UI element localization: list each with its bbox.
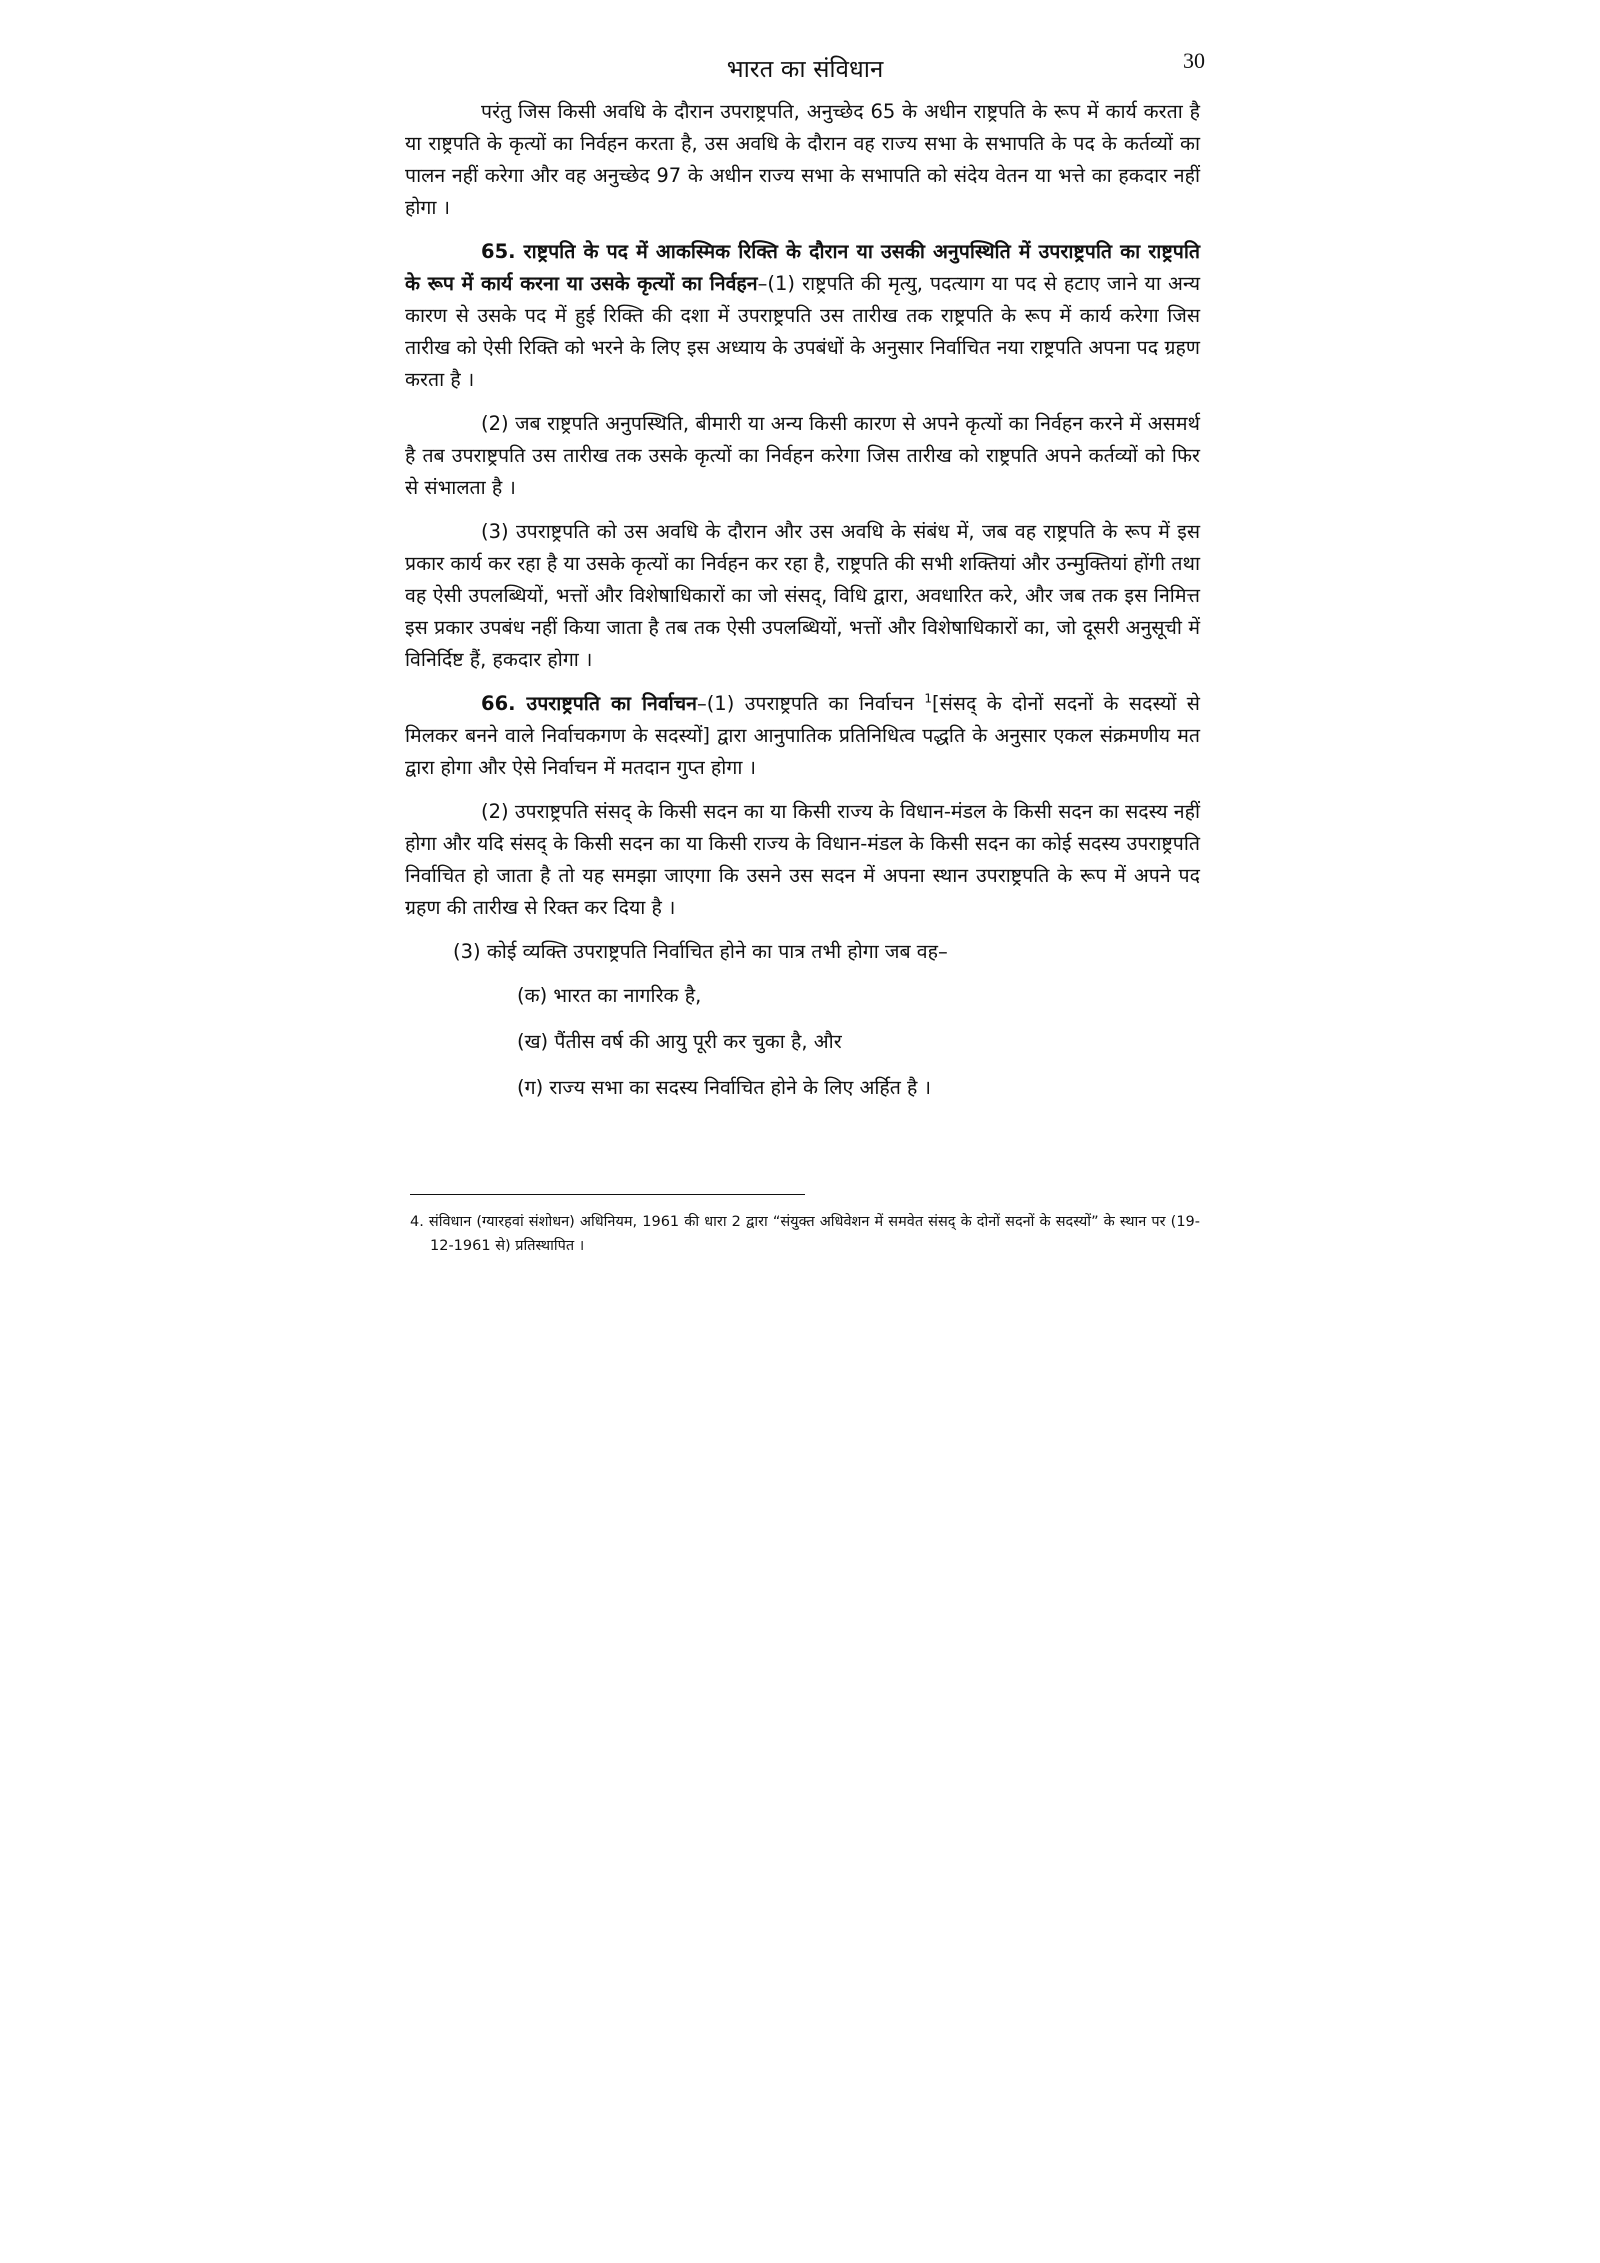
article-65-heading: 65. राष्ट्रपति के पद में आकस्मिक रिक्ति के दौरान या उसकी अनुपस्थिति में उपराष्ट्रपति का राष्ट्रपति के रूप में कार्य करना या उसके कृत्यों का निर्वहन	[405, 240, 1200, 295]
article-65-clause-3: (3) उपराष्ट्रपति को उस अवधि के दौरान और उस अवधि के संबंध में, जब वह राष्ट्रपति के रूप में इस प्रकार कार्य कर रहा है या उसके कृत्यों का निर्वहन कर रहा है, राष्ट्रपति की सभी शक्तियां और उन्मुक्तियां होंगी तथा वह ऐसी उपलब्धियों, भत्तों और विशेषाधिकारों का जो संसद्, विधि द्वारा, अवधारित करे, और जब तक इस निमित्त इस प्रकार उपबंध नहीं किया जाता है तब तक ऐसी उपलब्धियों, भत्तों और विशेषाधिकारों का, जो दूसरी अनुसूची में विनिर्दिष्ट हैं, हकदार होगा ।	[405, 520, 1200, 671]
footnotes	[410, 1210, 1200, 1258]
article-66-heading: 66. उपराष्ट्रपति का निर्वाचन	[481, 692, 697, 715]
article-65-clause-2: (2) जब राष्ट्रपति अनुपस्थिति, बीमारी या अन्य किसी कारण से अपने कृत्यों का निर्वहन करने में असमर्थ है तब उपराष्ट्रपति उस तारीख तक उसके कृत्यों का निर्वहन करेगा जिस तारीख को राष्ट्रपति अपने कर्तव्यों को फिर से संभालता है ।	[405, 412, 1200, 499]
footnote: 4. संविधान (ग्यारहवां संशोधन) अधिनियम, 1961 की धारा 2 द्वारा “संयुक्त अधिवेशन में समवेत संसद् के दोनों सदनों के सदस्यों” के स्थान पर (19-12-1961 से) प्रतिस्थापित ।	[410, 1214, 1200, 1254]
list-item: (ख) पैंतीस वर्ष की आयु पूरी कर चुका है, और	[517, 1030, 842, 1053]
page-number: 30	[1183, 48, 1205, 73]
list-item: (ग) राज्य सभा का सदस्य निर्वाचित होने के लिए अर्हित है ।	[517, 1076, 932, 1099]
article-66-clause-3: (3) कोई व्यक्ति उपराष्ट्रपति निर्वाचित होने का पात्र तभी होगा जब वह–	[453, 940, 948, 963]
footnote-marker: 1	[924, 691, 932, 706]
page-header	[405, 48, 1205, 88]
proviso-paragraph: परंतु जिस किसी अवधि के दौरान उपराष्ट्रपति, अनुच्छेद 65 के अधीन राष्ट्रपति के रूप में कार्य करता है या राष्ट्रपति के कृत्यों का निर्वहन करता है, उस अवधि के दौरान वह राज्य सभा के सभापति के पद के कर्तव्यों का पालन नहीं करेगा और वह अनुच्छेद 97 के अधीन राज्य सभा के सभापति को संदेय वेतन या भत्ते का हकदार नहीं होगा ।	[405, 100, 1200, 219]
running-title: भारत का संविधान	[726, 55, 884, 83]
body-text	[405, 96, 1200, 1118]
list-item: (क) भारत का नागरिक है,	[517, 984, 702, 1007]
footnote-divider	[410, 1194, 805, 1195]
article-66-clause-1: 66. उपराष्ट्रपति का निर्वाचन–(1) उपराष्ट्रपति का निर्वाचन $^1$[संसद् के दोनों सदनों के सदस्यों से मिलकर बनने वाले निर्वाचकगण के सदस्यों] द्वारा आनुपातिक प्रतिनिधित्व पद्धति के अनुसार एकल संक्रमणीय मत द्वारा होगा और ऐसे निर्वाचन में मतदान गुप्त होगा ।	[405, 691, 1200, 779]
article-65-clause-1: 65. राष्ट्रपति के पद में आकस्मिक रिक्ति के दौरान या उसकी अनुपस्थिति में उपराष्ट्रपति का राष्ट्रपति के रूप में कार्य करना या उसके कृत्यों का निर्वहन–(1) राष्ट्रपति की मृत्यु, पदत्याग या पद से हटाए जाने या अन्य कारण से उसके पद में हुई रिक्ति की दशा में उपराष्ट्रपति उस तारीख तक राष्ट्रपति के रूप में कार्य करेगा जिस तारीख को ऐसी रिक्ति को भरने के लिए इस अध्याय के उपबंधों के अनुसार निर्वाचित नया राष्ट्रपति अपना पद ग्रहण करता है ।	[405, 240, 1200, 391]
article-66-clause-2: (2) उपराष्ट्रपति संसद् के किसी सदन का या किसी राज्य के विधान-मंडल के किसी सदन का सदस्य नहीं होगा और यदि संसद् के किसी सदन का या किसी राज्य के विधान-मंडल के किसी सदन का कोई सदस्य उपराष्ट्रपति निर्वाचित हो जाता है तो यह समझा जाएगा कि उसने उस सदन में अपना स्थान उपराष्ट्रपति के रूप में अपने पद ग्रहण की तारीख से रिक्त कर दिया है ।	[405, 800, 1200, 919]
